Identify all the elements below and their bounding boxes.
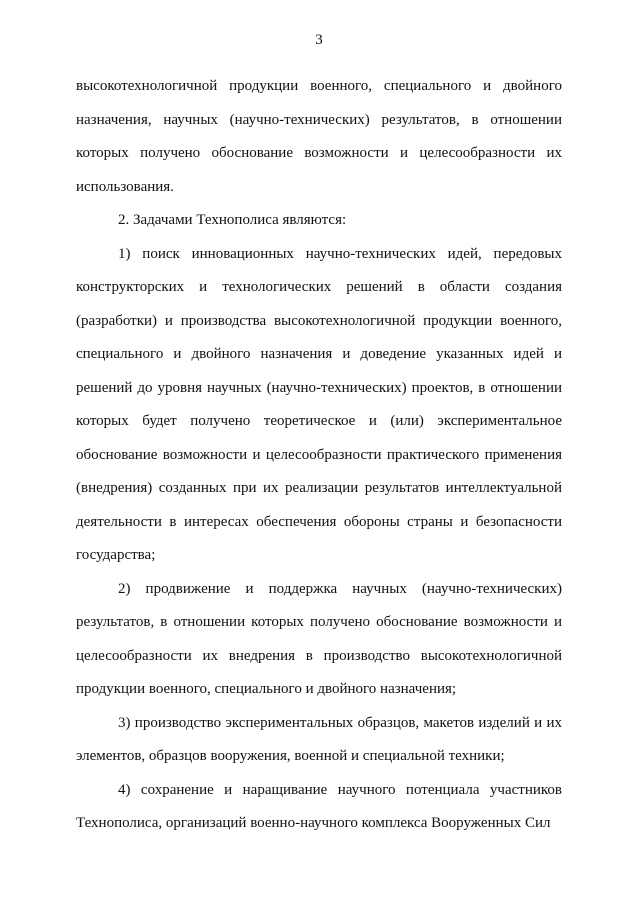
- paragraph-continuation: высокотехнологичной продукции военного, специального и двойного назначения, научных (научно-технических) результатов, в отношении которых получено обоснование возможности и целесообразности их использования.: [76, 78, 562, 195]
- paragraph-task-3: 3) производство экспериментальных образцов, макетов изделий и их элементов, образцов вооружения, военной и специальной техники;: [76, 714, 562, 764]
- paragraph-task-2: 2) продвижение и поддержка научных (научно-технических) результатов, в отношении которых получено обоснование возможности и целесообразности их внедрения в производство высокотехнологичной продукции военного, специального и двойного назначения;: [76, 580, 562, 697]
- page-number: 3: [315, 32, 323, 48]
- paragraph-task-1: 1) поиск инновационных научно-технических идей, передовых конструкторских и технологических решений в области создания (разработки) и производства высокотехнологичной продукции военного, специального и двойного назначения и доведение указанных идей и решений до уровня научных (научно-технических) проектов, в отношении которых будет получено теоретическое и (или) экспериментальное обоснование возможности и целесообразности практического применения (внедрения) созданных при их реализации результатов интеллектуальной деятельности в интересах обеспечения обороны страны и безопасности государства;: [76, 245, 562, 563]
- paragraph-task-4: 4) сохранение и наращивание научного потенциала участников Технополиса, организаций военно-научного комплекса Вооруженных Сил: [76, 781, 562, 831]
- document-page: [76, 30, 562, 841]
- paragraph-tasks-heading: 2. Задачами Технополиса являются:: [118, 212, 347, 228]
